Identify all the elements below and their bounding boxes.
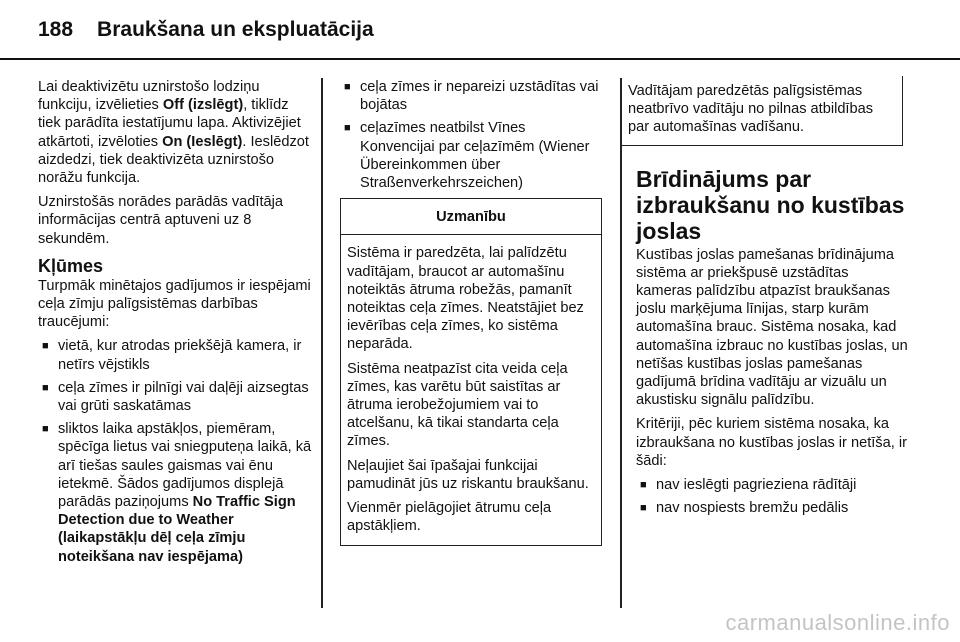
bullet-square-icon: ■ xyxy=(42,340,49,353)
section-heading-faults: Kļūmes xyxy=(38,255,104,276)
option-off: Off (izslēgt) xyxy=(162,97,244,114)
faults-list xyxy=(38,337,313,565)
option-on: On (Ieslēgt) xyxy=(162,133,243,150)
bullet-square-icon: ■ xyxy=(42,423,49,436)
faults-list-continued xyxy=(340,78,602,192)
list-item: ■ sliktos laika apstākļos, piemēram, spēcīga lietus vai sniegputeņa laikā, kā arī tiešas saules gaismas vai ēnu ietekmē. Šādos gadījumos displejā parādās paziņojums No Traffic Sign Detection due to Weather (laikapstākļu dēļ ceļa zīmju noteikšana nav iespējama) xyxy=(42,421,312,565)
bullet-square-icon: ■ xyxy=(42,381,49,394)
warning-paragraph: Vienmēr pielāgojiet ātrumu ceļa apstākļiem. xyxy=(347,500,552,535)
column-3 xyxy=(628,78,908,523)
header-rule xyxy=(0,58,960,60)
warning-paragraph: Vadītājam paredzētās palīgsistēmas neatbrīvo vadītāju no pilnas atbildības par automašīnas vadīšanu. xyxy=(628,83,874,136)
paragraph-faults-intro: Turpmāk minētajos gadījumos ir iespējami ceļa zīmju palīgsistēmas darbības traucējumi: xyxy=(38,277,311,331)
column-divider-2 xyxy=(620,78,622,608)
list-item: ■ nav ieslēgti pagrieziena rādītāji xyxy=(640,477,857,494)
warning-box-continued xyxy=(622,76,903,146)
warning-box xyxy=(340,198,602,546)
page-number: 188 xyxy=(38,18,74,41)
watermark: carmanualsonline.info xyxy=(725,610,950,635)
list-item: ■ ceļa zīmes ir pilnīgi vai daļēji aizsegtas vai grūti saskatāmas xyxy=(42,379,309,415)
bullet-square-icon: ■ xyxy=(344,81,351,93)
bullet-square-icon: ■ xyxy=(344,122,351,135)
warning-paragraph: Neļaujiet šai īpašajai funkcijai pamudināt jūs uz riskantu braukšanu. xyxy=(347,457,589,492)
warning-box-title: Uzmanību xyxy=(341,199,601,235)
column-2 xyxy=(340,78,602,546)
criteria-list xyxy=(636,476,908,517)
warning-paragraph: Sistēma ir paredzēta, lai palīdzētu vadītājam, braucot ar automašīnu noteiktās ātruma robežās, pamanīt noteiktas ceļa zīmes. Neatstājiet bez ievērības ceļa zīmes, ko sistēma neparāda. xyxy=(347,245,584,353)
bullet-square-icon: ■ xyxy=(640,502,647,515)
paragraph-popup-disable: Lai deaktivizētu uznirstošo lodziņu funkciju, izvēlieties Off (izslēgt), tiklīdz tiek parādīta iestatījumu lapa. Aktivizējiet atkārtoti, izvēloties On (Ieslēgt). Ieslēdzot aizdedzi, tiek deaktivizēta uznirstošo norāžu funkcija. xyxy=(38,79,309,187)
paragraph-lane-description: Kustības joslas pamešanas brīdinājuma sistēma ar priekšpusē uzstādītas kameras palīdzību atpazīst braukšanas joslu marķējuma līnijas, starp kurām automašīna brauc. Sistēma nosaka, kad automašīna izbrauc no kustības joslas, un netīšas kustības joslas pamešanas gadījumā brīdina vadītāju ar vizuālu un akustisku signālu palīdzību. xyxy=(636,246,908,409)
warning-paragraph: Sistēma neatpazīst cita veida ceļa zīmes, kas varētu būt saistītas ar ātruma ierobežojumiem vai to atcelšanu, kā tikai standarta ceļa zīmes. xyxy=(347,360,568,450)
paragraph-lane-criteria: Kritēriji, pēc kuriem sistēma nosaka, ka izbraukšana no kustības joslas ir netīša, ir šādi: xyxy=(636,416,907,469)
bullet-square-icon: ■ xyxy=(640,479,647,492)
column-divider-1 xyxy=(321,78,323,608)
page-header xyxy=(38,18,374,48)
list-item: ■ vietā, kur atrodas priekšējā kamera, ir netīrs vējstikls xyxy=(42,338,302,373)
section-heading-lane-departure: Brīdinājums par izbraukšanu no kustības joslas xyxy=(636,165,905,244)
column-1 xyxy=(38,78,313,572)
list-item: ■ nav nospiests bremžu pedālis xyxy=(640,500,849,517)
list-item: ■ ceļazīmes neatbilst Vīnes Konvencijai par ceļazīmēm (Wiener Übereinkommen über Straßenverkehrszeichen) xyxy=(344,120,590,192)
page-title: Braukšana un ekspluatācija xyxy=(97,18,374,41)
paragraph-popup-duration: Uznirstošās norādes parādās vadītāja informācijas centrā aptuveni uz 8 sekundēm. xyxy=(38,194,283,247)
warning-box-body xyxy=(341,235,601,545)
weather-message: No Traffic Sign Detection due to Weather (laikapstākļu dēļ ceļa zīmju noteikšana nav iespējama) xyxy=(58,494,296,565)
list-item: ■ ceļa zīmes ir nepareizi uzstādītas vai bojātas xyxy=(344,79,599,114)
